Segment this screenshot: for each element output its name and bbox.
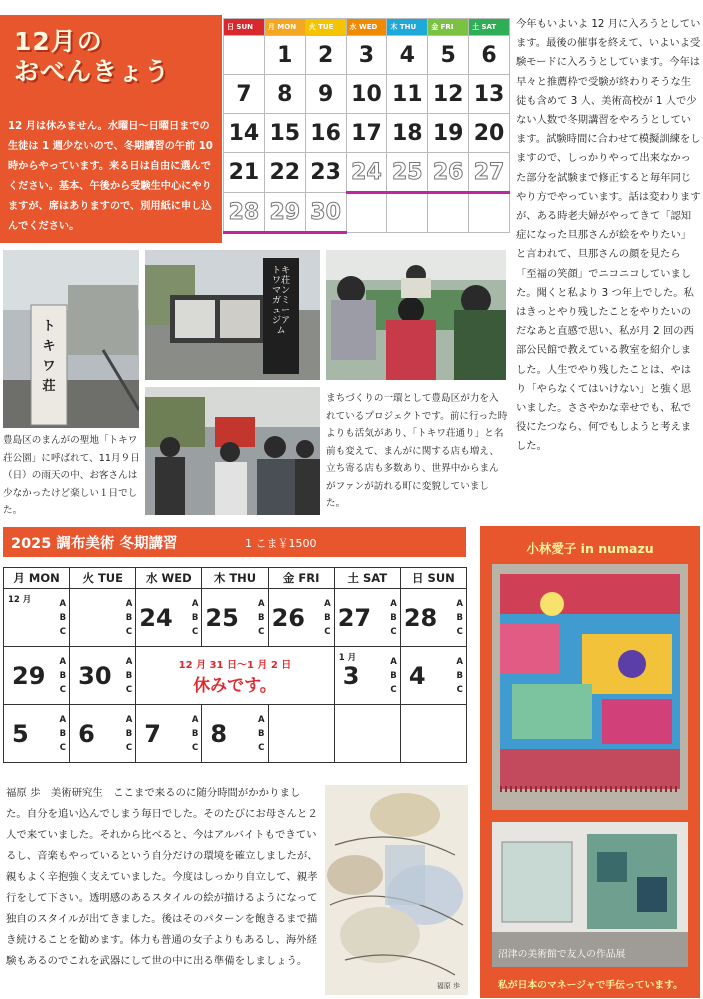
course-price: 1 こま￥1500 [245, 537, 317, 550]
session-slot[interactable]: A [191, 714, 199, 725]
session-slot[interactable]: B [59, 670, 67, 681]
calendar-day: 21 [224, 153, 265, 193]
session-slots [390, 655, 397, 697]
weekday-header: 土 SAT [469, 19, 510, 36]
course-day-number: 28 [403, 603, 438, 632]
calendar-day: 23 [305, 153, 346, 193]
weekday-header: 月 MON [264, 19, 305, 36]
session-slot[interactable]: B [125, 670, 133, 681]
calendar-day: 15 [264, 114, 305, 153]
tapestry-photo [492, 564, 688, 810]
tokiwaso-sign-image [3, 250, 139, 428]
course-day-cell[interactable] [202, 705, 268, 763]
session-slot[interactable]: A [191, 598, 199, 609]
calendar-day: 12 [428, 75, 469, 114]
month-label-jan: 1 月 [338, 653, 357, 663]
session-slot[interactable]: C [125, 684, 133, 695]
session-slot[interactable]: A [324, 598, 331, 609]
course-day-cell[interactable] [136, 705, 202, 763]
session-slot[interactable]: C [125, 626, 133, 637]
course-day-number: 25 [205, 603, 239, 632]
session-slots [126, 597, 133, 639]
museum-photo [145, 250, 320, 380]
calendar-day: 7 [224, 75, 265, 114]
session-slot[interactable]: B [324, 612, 331, 623]
calendar-day: 19 [428, 114, 469, 153]
session-slot[interactable]: C [125, 742, 133, 753]
session-slot[interactable]: C [192, 742, 199, 753]
header-text: 12 月は休みません。水曜日～日曜日までの生徒は 1 週少ないので、冬期講習の午前 10 時からやっています。来る日は自由に選んでください。基本、午後から受験生中心にやりますが、席はありますので、別用紙に申し込んでください。 [8, 121, 213, 232]
session-slot[interactable]: B [125, 612, 133, 623]
calendar-empty-cell [346, 193, 387, 233]
session-slot[interactable]: C [456, 626, 463, 637]
session-slots [192, 713, 199, 755]
svg-text:ワ: ワ [42, 359, 56, 374]
event-crowd-image [145, 387, 320, 515]
session-slot[interactable]: A [125, 714, 133, 725]
svg-text:ト: ト [42, 319, 56, 334]
title-line-2: おべんきょう [14, 57, 171, 86]
manager-note: 私が日本のマネージャで手伝っています。 [498, 980, 683, 991]
calendar-week [224, 114, 510, 153]
holiday-text: 休みです。 [193, 675, 277, 696]
svg-text:キ: キ [42, 339, 56, 354]
session-slot[interactable]: A [59, 598, 67, 609]
calendar-week [224, 153, 510, 193]
calendar-day: 29 [264, 193, 305, 233]
winter-course-bar [3, 527, 466, 557]
caption-right: まちづくりの一環として豊島区が力を入れているプロジェクトです。前に行った時よりも活気があり、「トキワ荘通り」と名前も変えて、まんがに関する店も増え、立ち寄る店も多数あり、世界中からまんがファンが訪れる町に変貌していました。 [326, 393, 508, 509]
course-week-1 [4, 589, 467, 647]
course-day-cell[interactable] [70, 705, 136, 763]
header-box [0, 15, 222, 243]
svg-text:荘: 荘 [42, 379, 56, 394]
calendar-day: 16 [305, 114, 346, 153]
session-slot[interactable]: B [258, 612, 265, 623]
session-slot[interactable]: B [59, 728, 67, 739]
course-day-number: 27 [337, 603, 372, 632]
calendar-day: 22 [264, 153, 305, 193]
course-day-cell[interactable] [4, 647, 70, 705]
session-slot[interactable]: A [257, 598, 265, 609]
calendar-day: 14 [224, 114, 265, 153]
course-weekday-header: 土 SAT [334, 568, 400, 589]
kids-drawing-photo [326, 250, 506, 380]
session-slot[interactable]: C [192, 626, 199, 637]
session-slot[interactable]: C [59, 626, 66, 637]
course-day-cell[interactable] [400, 589, 466, 647]
session-slot[interactable]: C [59, 684, 66, 695]
course-weekday-header: 水 WED [136, 568, 202, 589]
session-slots [60, 655, 67, 697]
session-slot[interactable]: B [125, 728, 133, 739]
session-slot[interactable]: B [191, 612, 199, 623]
calendar-day: 4 [387, 36, 428, 75]
course-day-number: 29 [12, 661, 46, 690]
course-weekday-header: 火 TUE [70, 568, 136, 589]
course-day-cell [334, 705, 400, 763]
session-slot[interactable]: A [456, 656, 463, 667]
calendar-day: 17 [346, 114, 387, 153]
session-slot[interactable]: A [390, 656, 397, 667]
session-slot[interactable]: B [456, 612, 463, 623]
session-slots [126, 655, 133, 697]
course-day-cell[interactable] [70, 647, 136, 705]
session-slot[interactable]: C [59, 742, 66, 753]
holiday-range: 12 月 31 日～1 月 2 日 [178, 659, 292, 671]
session-slots [324, 597, 331, 639]
tapestry-image [492, 564, 688, 810]
winter-course-calendar [3, 567, 467, 763]
session-slots [60, 597, 67, 639]
calendar-week [224, 36, 510, 75]
course-day-number: 8 [210, 719, 228, 748]
session-slot[interactable]: C [456, 684, 463, 695]
course-day-number: 4 [408, 661, 426, 690]
session-slot[interactable]: A [125, 598, 133, 609]
session-slot[interactable]: C [324, 626, 331, 637]
session-slots [258, 597, 265, 639]
calendar-day: 2 [305, 36, 346, 75]
course-day-cell [268, 705, 334, 763]
course-day-cell[interactable] [4, 589, 70, 647]
calendar-day: 3 [346, 36, 387, 75]
course-day-cell[interactable] [136, 589, 202, 647]
calendar-day: 10 [346, 75, 387, 114]
calendar-empty-cell [428, 193, 469, 233]
session-slots [390, 597, 397, 639]
course-day-cell[interactable] [400, 647, 466, 705]
course-day-cell [400, 705, 466, 763]
session-slot[interactable]: C [258, 742, 265, 753]
session-slot[interactable]: A [456, 598, 463, 609]
course-day-number: 3 [342, 661, 360, 690]
holiday-cell [136, 647, 334, 705]
caption-left: 豊島区のまんがの聖地「トキワ荘公園」に呼ばれて、11月９日（日）の雨天の中、お客さんは少なかったけど楽しい１日でした。 [3, 435, 140, 516]
right-column-text: 今年もいよいよ 12 月に入ろうとしています。最後の催事を終えて、いよいよ受験モードに入ろうとしています。今年は早々と推薦枠で受験が終わりそうな生徒も含めて 3 人、美術高校が 1 人で少ない人数で冬期講習をやろうとしています。試験時間に合わせて模擬訓練をしますので、しっかりやって出来なかった部分を試験まで修正すると毎年同じやり方でやっています。話は変わりますが、ある時老夫婦がやってきて「認知症になった旦那さんが絵をやりたい」と言われて、旦那さんの顔を見たら「至福の笑顔」でニコニコしていました。聞くと私より 3 つ年上でした。私はきっとやり残したことをやりたいのだなあと直感で思い、私が月 2 回の西部公民館で教えている教室を紹介しました。人生でやり残したことは、やはり「やらなくてはいけない」と強く思いました。ささやかな幸せでも、私で役にたつなら、何でもしようと考えました。 [516, 18, 701, 453]
weekday-header: 金 FRI [428, 19, 469, 36]
title-line-1: 12月の [14, 27, 103, 56]
calendar-week [224, 75, 510, 114]
calendar-day: 25 [387, 153, 428, 193]
session-slots [126, 713, 133, 755]
drawing-credit: 福原 歩 [436, 982, 460, 990]
calendar-empty-cell [387, 193, 428, 233]
calendar-week [224, 193, 510, 233]
session-slot[interactable]: B [258, 728, 265, 739]
session-slots [456, 655, 463, 697]
event-crowd-photo [145, 387, 320, 515]
course-day-cell[interactable] [334, 589, 400, 647]
session-slot[interactable]: C [390, 684, 397, 695]
course-weekday-header: 月 MON [4, 568, 70, 589]
calendar-day: 26 [428, 153, 469, 193]
course-day-cell[interactable] [202, 589, 268, 647]
session-slot[interactable]: A [125, 656, 133, 667]
museum-image [145, 250, 320, 380]
calendar-day: 27 [469, 153, 510, 193]
month-label-dec: 12 月 [8, 595, 32, 605]
course-day-cell[interactable] [70, 589, 136, 647]
course-day-number: 7 [144, 719, 161, 748]
student-profile-text: 福原 歩 美術研究生 ここまで来るのに随分時間がかかりました。自分を追い込んでしまう毎日でした。そのたびにお母さんと２人で来ていました。それから比べると、今はアルバイトもできているし、音楽もやっているという自分だけの環境を確立しましたが、親もよく辛抱強く支えていました。今度はしっかり自立して、親孝行をして下さい。透明感のあるスタイルの絵が描けるようになって独自のスタイルが出てきました。後はそのパターンを飽きるまで描き続けることを勧めます。体力も普通の女子よりもあるし、海外経験もあるのでこれを武器にして世の中に出る準備をしましょう。 [6, 787, 318, 967]
course-title: 2025 調布美術 冬期講習 [11, 536, 178, 552]
calendar-day: 30 [305, 193, 346, 233]
calendar-empty-cell [224, 36, 265, 75]
calendar-empty-cell [469, 193, 510, 233]
session-slot[interactable]: B [390, 670, 397, 681]
weekday-header: 木 THU [387, 19, 428, 36]
session-slots [192, 597, 199, 639]
calendar-day: 6 [469, 36, 510, 75]
session-slot[interactable]: A [390, 598, 397, 609]
course-week-2 [4, 647, 467, 705]
session-slots [60, 713, 67, 755]
art-exhibition-box [480, 526, 700, 998]
course-day-cell[interactable] [268, 589, 334, 647]
calendar-day: 11 [387, 75, 428, 114]
course-day-cell[interactable] [4, 705, 70, 763]
session-slot[interactable]: B [59, 612, 67, 623]
page-title [14, 27, 170, 87]
calendar-day: 13 [469, 75, 510, 114]
calendar-day: 18 [387, 114, 428, 153]
weekday-header: 日 SUN [224, 19, 265, 36]
tokiwaso-sign-photo [3, 250, 139, 428]
session-slots [258, 713, 265, 755]
december-calendar [223, 18, 510, 246]
course-day-number: 26 [271, 603, 305, 632]
course-day-number: 6 [78, 719, 95, 748]
session-slot[interactable]: A [59, 656, 67, 667]
course-day-number: 5 [12, 719, 29, 748]
session-slot[interactable]: C [390, 626, 397, 637]
session-slots [456, 597, 463, 639]
course-day-number: 30 [78, 661, 112, 690]
course-weekday-header: 日 SUN [400, 568, 466, 589]
course-day-number: 24 [139, 603, 173, 632]
session-slot[interactable]: B [456, 670, 463, 681]
weekday-header: 水 WED [346, 19, 387, 36]
session-slot[interactable]: B [191, 728, 199, 739]
session-slot[interactable]: A [257, 714, 265, 725]
calendar-day: 8 [264, 75, 305, 114]
gallery-caption: 沼津の美術館で友人の作品展 [498, 949, 626, 960]
session-slot[interactable]: A [59, 714, 67, 725]
course-weekday-header: 木 THU [202, 568, 268, 589]
course-week-3 [4, 705, 467, 763]
session-slot[interactable]: C [258, 626, 265, 637]
calendar-day: 1 [264, 36, 305, 75]
course-day-cell[interactable] [334, 647, 400, 705]
weekday-header: 火 TUE [305, 19, 346, 36]
student-drawing-image [325, 785, 468, 995]
calendar-day: 9 [305, 75, 346, 114]
art-box-title: 小林愛子 in numazu [526, 541, 654, 556]
course-weekday-header: 金 FRI [268, 568, 334, 589]
student-drawing [325, 785, 468, 995]
kids-drawing-image [326, 250, 506, 380]
calendar-day: 28 [224, 193, 265, 233]
calendar-day: 5 [428, 36, 469, 75]
session-slot[interactable]: B [390, 612, 397, 623]
museum-sign-text: トキワ荘マンガミュージアム [271, 266, 290, 336]
calendar-day: 20 [469, 114, 510, 153]
calendar-day: 24 [346, 153, 387, 193]
